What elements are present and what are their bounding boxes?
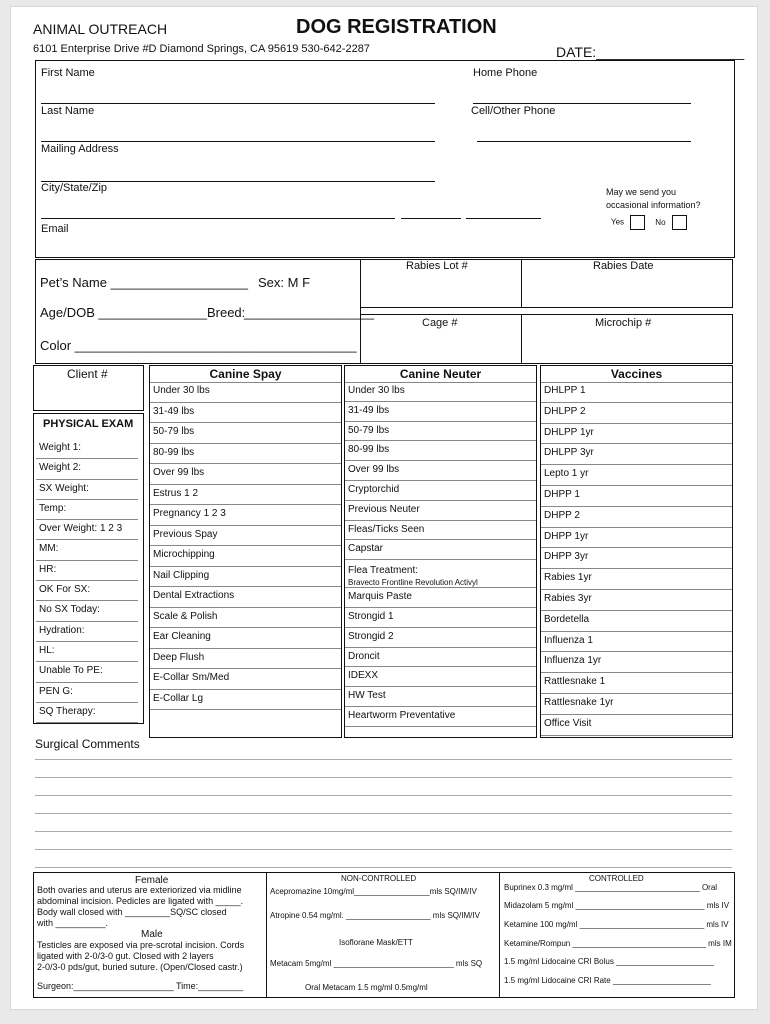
neuter-row[interactable]: [345, 648, 536, 668]
vaccine-row-label: DHPP 3yr: [544, 551, 589, 563]
exam-row-label: Weight 1:: [39, 442, 82, 453]
vaccine-row-label: Influenza 1yr: [544, 655, 602, 667]
physical-exam-title: PHYSICAL EXAM: [43, 418, 134, 430]
rabies-date-label: Rabies Date: [593, 260, 654, 272]
lidocaine-bolus-field[interactable]: 1.5 mg/ml Lidocaine CRI Bolus ______________________: [504, 957, 714, 966]
spay-row[interactable]: [150, 546, 341, 567]
no-checkbox[interactable]: [672, 215, 687, 230]
may-send-text-2: occasional information?: [606, 200, 701, 210]
non-controlled-title: NON-CONTROLLED: [341, 874, 417, 883]
physical-exam-list: [36, 439, 138, 723]
oral-metacam-field[interactable]: Oral Metacam 1.5 mg/ml 0.5mg/ml: [305, 983, 428, 992]
last-name-label: Last Name: [41, 105, 95, 117]
spay-row[interactable]: [150, 505, 341, 526]
exam-row[interactable]: [36, 540, 138, 560]
vaccine-row-label: DHPP 1yr: [544, 530, 589, 542]
exam-row-label: Weight 2:: [39, 462, 82, 474]
exam-row-label: No SX Today:: [39, 604, 100, 616]
ketamine-field[interactable]: Ketamine 100 mg/ml ____________________________ mls IV: [504, 920, 729, 929]
neuter-row-label: Marquis Paste: [348, 591, 412, 603]
registration-form: [10, 6, 758, 1010]
neuter-row[interactable]: [345, 521, 536, 541]
microchip-label: Microchip #: [595, 317, 652, 329]
vaccine-row-label: DHLPP 1yr: [544, 426, 594, 438]
neuter-row[interactable]: [345, 382, 536, 402]
exam-row-label: Over Weight: 1 2 3: [39, 523, 123, 535]
form-title: DOG REGISTRATION: [296, 16, 497, 38]
neuter-row-label: Cryptorchid: [348, 483, 400, 495]
neuter-row-label: Under 30 lbs: [348, 385, 405, 396]
vaccine-row[interactable]: [541, 632, 732, 653]
date-field[interactable]: DATE:___________________: [556, 44, 745, 60]
canine-neuter-box: [344, 365, 537, 738]
yes-checkbox[interactable]: [630, 215, 645, 230]
surgeon-time-field[interactable]: Surgeon:____________________ Time:_________: [37, 981, 244, 991]
female-text-1: Both ovaries and uterus are exteriorized via midline: [37, 885, 242, 895]
comment-line[interactable]: [35, 777, 732, 778]
buprinex-field[interactable]: Buprinex 0.3 mg/ml ____________________________ Oral: [504, 883, 718, 892]
exam-row[interactable]: [36, 662, 138, 682]
female-text-3: Body wall closed with _________SQ/SC closed: [37, 907, 227, 917]
comment-line[interactable]: [35, 813, 732, 814]
flea-treatment-options[interactable]: Bravecto Frontline Revolution Activyl: [348, 578, 478, 588]
neuter-row-label: 50-79 lbs: [348, 424, 390, 436]
vaccine-row[interactable]: [541, 673, 732, 694]
home-phone-label: Home Phone: [473, 67, 538, 79]
yes-label: Yes: [611, 217, 625, 227]
isoflorane-field[interactable]: Isoflorane Mask/ETT: [339, 938, 413, 947]
spay-row-label: 80-99 lbs: [153, 446, 195, 458]
vaccine-row[interactable]: [541, 382, 732, 403]
vaccine-row-label: Bordetella: [544, 613, 590, 625]
neuter-row[interactable]: [345, 687, 536, 707]
exam-row[interactable]: [36, 622, 138, 642]
first-name-label: First Name: [41, 67, 95, 79]
opt-in-group: [611, 215, 687, 230]
exam-row[interactable]: [36, 703, 138, 723]
vaccine-row[interactable]: [541, 528, 732, 549]
cell-phone-input[interactable]: [477, 141, 691, 142]
exam-row[interactable]: [36, 642, 138, 662]
neuter-row-label: 80-99 lbs: [348, 444, 390, 456]
vaccine-row-label: Rabies 3yr: [544, 592, 592, 604]
spay-row-label: Under 30 lbs: [153, 385, 210, 396]
vaccine-row-label: DHLPP 1: [544, 385, 586, 396]
home-phone-input[interactable]: [473, 103, 691, 104]
vaccine-row[interactable]: [541, 590, 732, 611]
spay-row-label: 31-49 lbs: [153, 405, 195, 417]
spay-row-label: Ear Cleaning: [153, 631, 211, 642]
male-text-3: 2-0/3-0 pds/gut, buried suture. (Open/Closed castr.): [37, 962, 243, 972]
neuter-row-label: Capstar: [348, 543, 384, 555]
pet-name-field[interactable]: Pet’s Name ___________________: [40, 275, 248, 290]
vaccine-row[interactable]: [541, 424, 732, 445]
surgical-comments-label: Surgical Comments: [35, 737, 140, 751]
org-address: 6101 Enterprise Drive #D Diamond Springs, CA 95619 530-642-2287: [33, 43, 370, 55]
canine-spay-list: [150, 382, 341, 710]
spay-row-label: Over 99 lbs: [153, 467, 205, 478]
exam-row-label: HL:: [39, 644, 55, 656]
spay-row-label: Nail Clipping: [153, 569, 210, 581]
breed-field[interactable]: __________________: [244, 305, 375, 320]
neuter-row[interactable]: [345, 481, 536, 501]
lidocaine-rate-field[interactable]: 1.5 mg/ml Lidocaine CRI Rate ______________________: [504, 976, 711, 985]
controlled-title: CONTROLLED: [589, 874, 644, 883]
neuter-row-label: Strongid 2: [348, 630, 394, 642]
last-name-input[interactable]: [41, 141, 435, 142]
neuter-row-label: Previous Neuter: [348, 503, 420, 515]
spay-row-label: Estrus 1 2: [153, 487, 199, 499]
ketamine-rompun-field[interactable]: Ketamine/Rompun ______________________________ mls IM: [504, 939, 732, 948]
neuter-row-label: 31-49 lbs: [348, 404, 390, 416]
first-name-input[interactable]: [41, 103, 435, 104]
canine-neuter-title: Canine Neuter: [345, 366, 536, 383]
neuter-row[interactable]: [345, 461, 536, 481]
org-name: ANIMAL OUTREACH: [33, 21, 168, 37]
vaccines-title: Vaccines: [541, 366, 732, 383]
canine-spay-title: Canine Spay: [150, 366, 341, 383]
neuter-row[interactable]: [345, 667, 536, 687]
neuter-row-label: HW Test: [348, 690, 386, 702]
vaccine-row[interactable]: [541, 548, 732, 569]
neuter-row[interactable]: [345, 628, 536, 648]
spay-row[interactable]: [150, 464, 341, 485]
exam-row-label: OK For SX:: [39, 584, 91, 596]
exam-row-label: Unable To PE:: [39, 665, 103, 677]
neuter-row-label: Droncit: [348, 650, 380, 662]
spay-row-label: 50-79 lbs: [153, 426, 195, 437]
spay-row[interactable]: [150, 628, 341, 649]
spay-row-label: Previous Spay: [153, 528, 218, 540]
vaccine-row-label: DHPP 2: [544, 509, 580, 521]
atropine-field[interactable]: Atropine 0.54 mg/ml. ___________________ mls SQ/IM/IV: [270, 911, 480, 920]
exam-row-label: HR:: [39, 563, 57, 575]
neuter-row-label: Fleas/Ticks Seen: [348, 523, 425, 535]
spay-row-label: Scale & Polish: [153, 610, 218, 622]
vaccine-row[interactable]: [541, 715, 732, 736]
spay-row[interactable]: [150, 485, 341, 506]
neuter-row-label: Strongid 1: [348, 610, 394, 622]
exam-row-label: MM:: [39, 543, 59, 555]
mailing-address-label: Mailing Address: [41, 143, 119, 155]
spay-row[interactable]: [150, 444, 341, 465]
spay-row[interactable]: [150, 690, 341, 711]
vaccines-box: [540, 365, 733, 738]
may-send-text-1: May we send you: [606, 187, 677, 197]
vaccine-row-label: Influenza 1: [544, 634, 593, 646]
male-title: Male: [141, 929, 163, 940]
spay-row[interactable]: [150, 423, 341, 444]
exam-row[interactable]: [36, 500, 138, 520]
neuter-row[interactable]: [345, 560, 536, 588]
vaccine-row[interactable]: [541, 486, 732, 507]
exam-row[interactable]: [36, 520, 138, 540]
exam-row[interactable]: [36, 581, 138, 601]
vaccine-row-label: Lepto 1 yr: [544, 468, 589, 480]
neuter-row[interactable]: [345, 402, 536, 422]
neuter-row-label: Heartworm Preventative: [348, 709, 456, 721]
neuter-row[interactable]: [345, 501, 536, 521]
zip-input[interactable]: [466, 218, 541, 219]
color-field[interactable]: Color _______________________________________: [40, 338, 357, 353]
vaccine-row[interactable]: [541, 569, 732, 590]
comment-line[interactable]: [35, 795, 732, 796]
spay-row[interactable]: [150, 608, 341, 629]
neuter-row-label: Flea Treatment:: [348, 565, 419, 577]
spay-row[interactable]: [150, 669, 341, 690]
exam-row[interactable]: [36, 601, 138, 621]
comment-line[interactable]: [35, 849, 732, 850]
age-dob-field[interactable]: Age/DOB _______________Breed:: [40, 305, 246, 320]
neuter-row[interactable]: [345, 707, 536, 727]
exam-row-label: SQ Therapy:: [39, 705, 96, 717]
spay-row[interactable]: [150, 382, 341, 403]
vaccine-row-label: Rabies 1yr: [544, 572, 592, 584]
exam-row-label: PEN G:: [39, 685, 73, 697]
neuter-row[interactable]: [345, 588, 536, 608]
exam-row[interactable]: [36, 480, 138, 500]
neuter-row[interactable]: [345, 441, 536, 461]
spay-row-label: Pregnancy 1 2 3: [153, 508, 226, 519]
comment-line[interactable]: [35, 759, 732, 760]
exam-row[interactable]: [36, 561, 138, 581]
vaccine-row-label: Rattlesnake 1: [544, 676, 606, 688]
vaccine-row[interactable]: [541, 465, 732, 486]
vaccine-row[interactable]: [541, 611, 732, 632]
exam-row-label: SX Weight:: [39, 482, 89, 494]
spay-row[interactable]: [150, 587, 341, 608]
vaccines-list: [541, 382, 732, 736]
vaccine-row-label: Rattlesnake 1yr: [544, 696, 614, 708]
exam-row-label: Hydration:: [39, 624, 85, 636]
spay-row[interactable]: [150, 403, 341, 424]
vaccine-row-label: Office Visit: [544, 717, 592, 729]
vaccine-row[interactable]: [541, 403, 732, 424]
email-label: Email: [41, 223, 69, 235]
client-number-label: Client #: [67, 367, 108, 381]
male-text-1: Testicles are exposed via pre-scrotal incision. Cords: [37, 940, 245, 950]
exam-row[interactable]: [36, 459, 138, 479]
canine-neuter-list: [345, 382, 536, 727]
acepromazine-field[interactable]: Acepromazine 10mg/ml_________________mls SQ/IM/IV: [270, 887, 477, 896]
cell-phone-label: Cell/Other Phone: [471, 105, 556, 117]
neuter-row[interactable]: [345, 422, 536, 442]
spay-row[interactable]: [150, 567, 341, 588]
female-text-4: with __________.: [37, 918, 109, 928]
comment-line[interactable]: [35, 831, 732, 832]
cage-label: Cage #: [422, 317, 458, 329]
spay-row[interactable]: [150, 526, 341, 547]
vaccine-row[interactable]: [541, 694, 732, 715]
exam-row[interactable]: [36, 683, 138, 703]
spay-row-label: Microchipping: [153, 549, 215, 560]
vaccine-row[interactable]: [541, 507, 732, 528]
neuter-row[interactable]: [345, 540, 536, 560]
spay-row-label: Dental Extractions: [153, 590, 235, 601]
vaccine-row[interactable]: [541, 444, 732, 465]
comment-line[interactable]: [35, 867, 732, 868]
spay-row[interactable]: [150, 649, 341, 670]
sex-field[interactable]: Sex: M F: [258, 275, 311, 290]
metacam-field[interactable]: Metacam 5mg/ml ___________________________ mls SQ: [270, 959, 483, 968]
exam-row-label: Temp:: [39, 502, 67, 514]
spay-row-label: E-Collar Sm/Med: [153, 672, 230, 683]
neuter-row[interactable]: [345, 608, 536, 628]
exam-row[interactable]: [36, 439, 138, 459]
neuter-row-label: Over 99 lbs: [348, 464, 400, 476]
neuter-row-label: IDEXX: [348, 670, 379, 682]
female-text-2: abdominal incision. Pedicles are ligated with _____.: [37, 896, 244, 906]
vaccine-row-label: DHLPP 3yr: [544, 447, 594, 459]
spay-row-label: Deep Flush: [153, 651, 205, 663]
male-text-2: ligated with 2-0/3-0 gut. Closed with 2 layers: [37, 951, 214, 961]
city-input[interactable]: [41, 218, 395, 219]
rabies-lot-label: Rabies Lot #: [406, 260, 468, 272]
midazolam-field[interactable]: Midazolam 5 mg/ml _____________________________ mls IV: [504, 901, 730, 910]
state-input[interactable]: [401, 218, 461, 219]
vaccine-row[interactable]: [541, 652, 732, 673]
city-state-zip-label: City/State/Zip: [41, 182, 108, 194]
vaccine-row-label: DHLPP 2: [544, 405, 586, 417]
vaccine-row-label: DHPP 1: [544, 488, 580, 500]
canine-spay-box: [149, 365, 342, 738]
no-label: No: [655, 217, 666, 227]
female-title: Female: [135, 875, 169, 886]
spay-row-label: E-Collar Lg: [153, 692, 204, 704]
